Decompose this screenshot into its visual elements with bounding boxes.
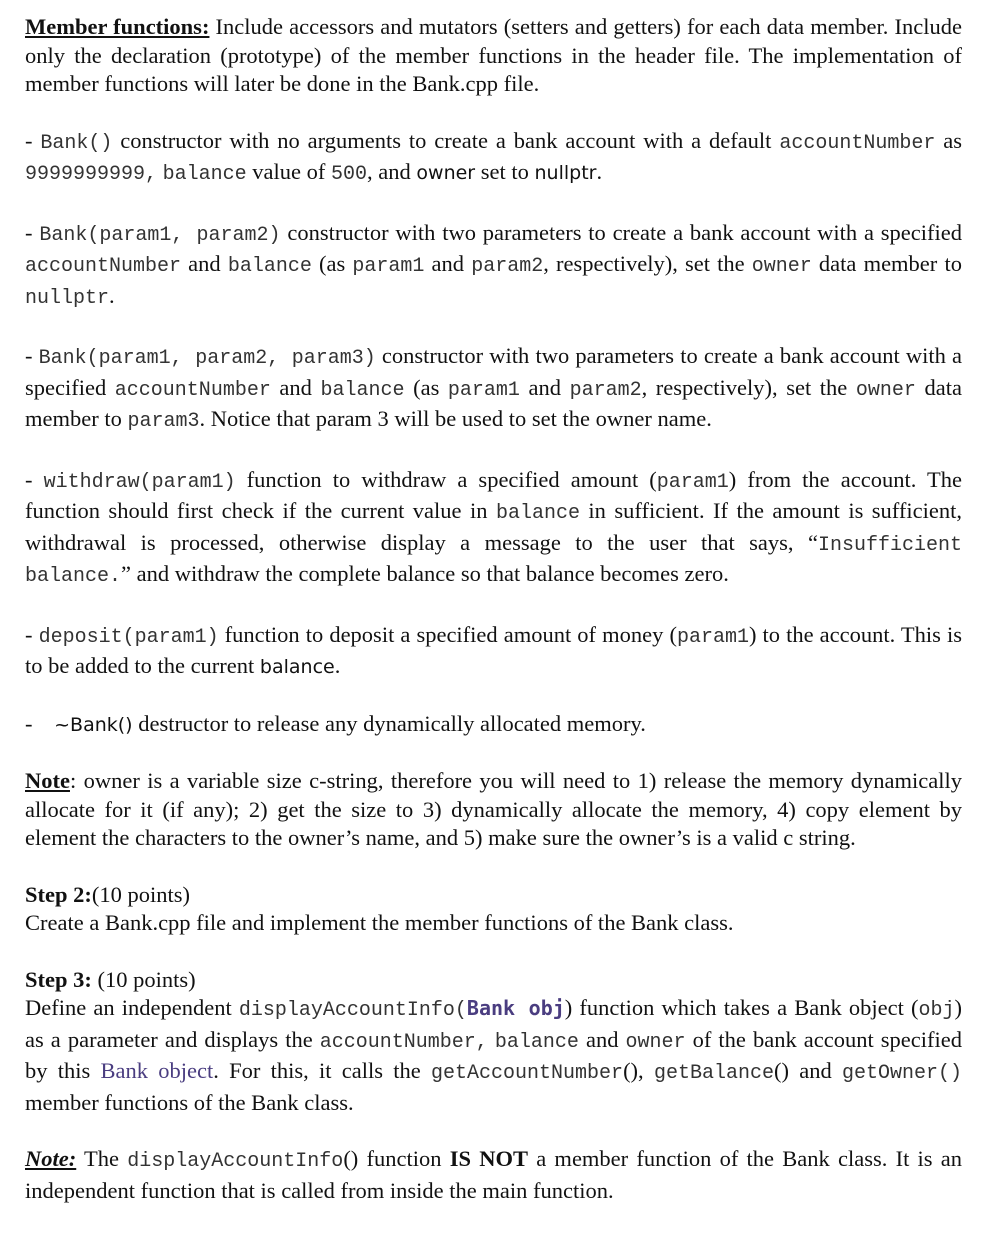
step-2-text: Create a Bank.cpp file and implement the member functions of the Bank class. [25,910,734,935]
function-signature: Bank(param1, param2, param3) [38,347,376,370]
note-heading: Note [25,768,70,793]
assignment-document [25,13,962,1205]
member-functions-paragraph: Member functions: Include accessors and mutators (setters and getters) for each data member. Include only the declaration (prototype) of the member functions in the header file. The implementation of member functions will later be done in the Bank.cpp file. [25,14,962,96]
function-signature: Bank() [40,131,113,155]
destructor-item: - ~Bank() destructor to release any dynamically allocated memory. [25,710,646,736]
withdraw-function-item: - withdraw(param1) function to withdraw a specified amount (param1) from the account. The function should first check if the current value in balance in sufficient. If the amount is sufficient, withdrawal is processed, otherwise display a message to the user that says, “Insufficient balance.” and withdraw the complete balance so that balance becomes zero. [25,466,962,588]
step-3-heading: Step 3: (10 points) [25,966,196,992]
three-param-constructor-item: - Bank(param1, param2, param3) constructor with two parameters to create a bank account with a specified accountNumber and balance (as param1 and param2, respectively), set the owner data member to param3. Notice that param 3 will be used to set the owner name. [25,343,962,433]
note-heading: Note: [25,1146,77,1171]
note-paragraph: Note: owner is a variable size c-string, therefore you will need to 1) release the memory dynamically allocate for it (if any); 2) get the size to 3) dynamically allocate the memory, 4) copy element by element the characters to the owner’s name, and 5) make sure the owner’s is a valid c string. [25,768,962,850]
function-signature: deposit(param1) [38,625,219,649]
deposit-function-item: - deposit(param1) function to deposit a specified amount of money (param1) to the account. This is to be added to the current balance. [25,621,963,678]
default-constructor-item: - Bank() constructor with no arguments to create a bank account with a default accountNumber as 9999999999, balance value of 500, and owner set to nullptr. [25,127,962,186]
function-signature: withdraw(param1) [43,470,236,494]
step-3-text: Define an independent displayAccountInfo(Bank obj) function which takes a Bank object (obj) as a parameter and displays the accountNumber, balance and owner of the bank account specified by this Bank object. For this, it calls the getAccountNumber(), getBalance() and getOwner() member functions of the Bank class. [25,995,963,1115]
function-signature: Bank(param1, param2) [39,223,281,247]
section-heading: Member functions: [25,14,210,39]
step-2-heading: Step 2:(10 points) [25,881,190,907]
final-note-paragraph: Note: The displayAccountInfo() function IS NOT a member function of the Bank class. It is an independent function that is called from inside the main function. [25,1146,963,1203]
function-signature: ~Bank() [54,713,133,736]
two-param-constructor-item: - Bank(param1, param2) constructor with two parameters to create a bank account with a specified accountNumber and balance (as param1 and param2, respectively), set the owner data member to nullptr. [25,219,963,310]
